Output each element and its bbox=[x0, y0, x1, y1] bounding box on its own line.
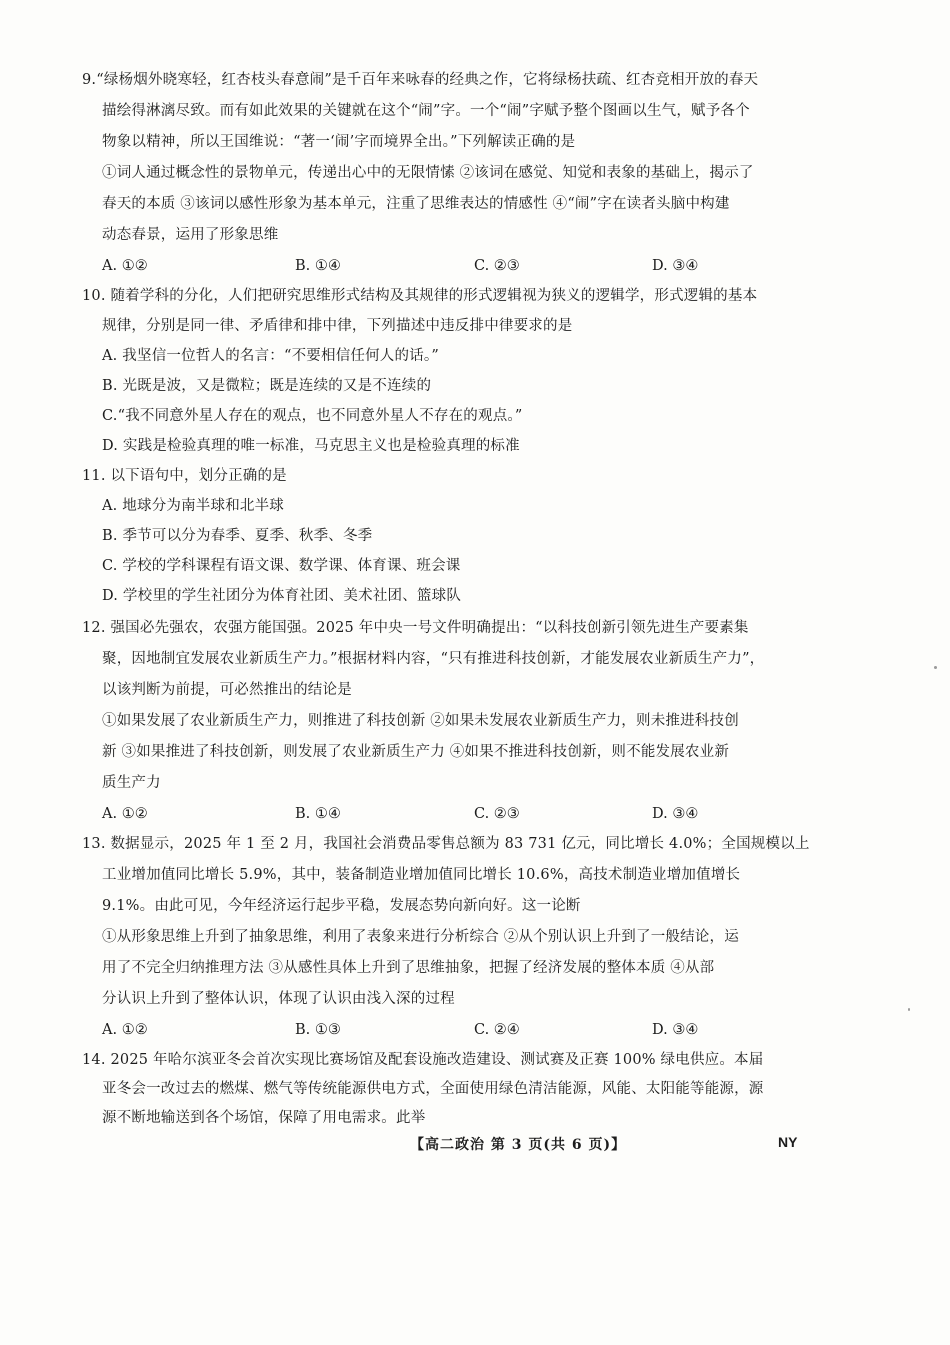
question-text-line: 规律，分别是同一律、矛盾律和排中律，下列描述中违反排中律要求的是 bbox=[102, 318, 573, 334]
question-text-line: 10. 随着学科的分化，人们把研究思维形式结构及其规律的形式逻辑视为狭义的逻辑学，形式逻辑的基本 bbox=[82, 288, 758, 304]
question-text-line: 描绘得淋漓尽致。而有如此效果的关键就在这个“闹”字。一个“闹”字赋予整个图画以生气，赋予各个 bbox=[102, 103, 750, 119]
exam-code: NY bbox=[778, 1134, 798, 1150]
option-b: B. ①③ bbox=[295, 1022, 341, 1038]
question-text-line: 11. 以下语句中，划分正确的是 bbox=[82, 468, 287, 484]
option-d: D. 学校里的学生社团分为体育社团、美术社团、篮球队 bbox=[102, 588, 462, 604]
question-text-line: 春天的本质 ③该词以感性形象为基本单元，注重了思维表达的情感性 ④“闹”字在读者头脑中构建 bbox=[102, 196, 730, 212]
question-text-line: 以该判断为前提，可必然推出的结论是 bbox=[102, 682, 352, 698]
option-a: A. 我坚信一位哲人的名言：“不要相信任何人的话。” bbox=[102, 348, 439, 364]
question-text-line: 亚冬会一改过去的燃煤、燃气等传统能源供电方式，全面使用绿色清洁能源，风能、太阳能等能源，源 bbox=[102, 1081, 764, 1097]
scan-speck bbox=[908, 1008, 910, 1011]
question-text-line: 13. 数据显示，2025 年 1 至 2 月，我国社会消费品零售总额为 83 731 亿元，同比增长 4.0%；全国规模以上 bbox=[82, 836, 810, 852]
question-text-line: 用了不完全归纳推理方法 ③从感性具体上升到了思维抽象，把握了经济发展的整体本质 ④从部 bbox=[102, 960, 715, 976]
option-d: D. ③④ bbox=[652, 1022, 699, 1038]
question-text-line: 源不断地输送到各个场馆，保障了用电需求。此举 bbox=[102, 1110, 426, 1126]
option-d: D. 实践是检验真理的唯一标准，马克思主义也是检验真理的标准 bbox=[102, 438, 520, 454]
page-number-label: 【高二政治 第 3 页(共 6 页)】 bbox=[410, 1137, 627, 1153]
option-a: A. 地球分为南半球和北半球 bbox=[102, 498, 284, 514]
option-b: B. 光既是波，又是微粒；既是连续的又是不连续的 bbox=[102, 378, 432, 394]
option-b: B. ①④ bbox=[295, 258, 341, 274]
option-b: B. 季节可以分为春季、夏季、秋季、冬季 bbox=[102, 528, 373, 544]
question-text-line: 12. 强国必先强农，农强方能国强。2025 年中央一号文件明确提出：“以科技创新引领先进生产要素集 bbox=[82, 620, 749, 636]
scan-speck bbox=[934, 666, 937, 669]
option-c: C. ②③ bbox=[474, 258, 520, 274]
question-text-line: 14. 2025 年哈尔滨亚冬会首次实现比赛场馆及配套设施改造建设、测试赛及正赛 100% 绿电供应。本届 bbox=[82, 1052, 764, 1068]
question-text-line: 工业增加值同比增长 5.9%，其中，装备制造业增加值同比增长 10.6%，高技术制造业增加值增长 bbox=[102, 867, 741, 883]
option-d: D. ③④ bbox=[652, 806, 699, 822]
option-a: A. ①② bbox=[102, 258, 148, 274]
question-text-line: ①词人通过概念性的景物单元，传递出心中的无限情愫 ②该词在感觉、知觉和表象的基础上，揭示了 bbox=[102, 165, 754, 181]
option-c: C. ②③ bbox=[474, 806, 520, 822]
option-c: C. 学校的学科课程有语文课、数学课、体育课、班会课 bbox=[102, 558, 461, 574]
question-text-line: 分认识上升到了整体认识，体现了认识由浅入深的过程 bbox=[102, 991, 455, 1007]
question-text-line: 9.“绿杨烟外晓寒轻，红杏枝头春意闹”是千百年来咏春的经典之作，它将绿杨扶疏、红杏竞相开放的春天 bbox=[82, 72, 759, 88]
question-text-line: 新 ③如果推进了科技创新，则发展了农业新质生产力 ④如果不推进科技创新，则不能发展农业新 bbox=[102, 744, 730, 760]
question-text-line: ①如果发展了农业新质生产力，则推进了科技创新 ②如果未发展农业新质生产力，则未推进科技创 bbox=[102, 713, 739, 729]
question-text-line: 动态春景，运用了形象思维 bbox=[102, 227, 279, 243]
option-c: C.“我不同意外星人存在的观点，也不同意外星人不存在的观点。” bbox=[102, 408, 523, 424]
question-text-line: 9.1%。由此可见，今年经济运行起步平稳，发展态势向新向好。这一论断 bbox=[102, 898, 581, 914]
option-a: A. ①② bbox=[102, 806, 148, 822]
question-text-line: ①从形象思维上升到了抽象思维，利用了表象来进行分析综合 ②从个别认识上升到了一般结论，运 bbox=[102, 929, 739, 945]
option-c: C. ②④ bbox=[474, 1022, 520, 1038]
question-text-line: 聚，因地制宜发展农业新质生产力。”根据材料内容，“只有推进科技创新，才能发展农业新质生产力”， bbox=[102, 651, 765, 667]
option-d: D. ③④ bbox=[652, 258, 699, 274]
page-footer bbox=[0, 1134, 950, 1158]
question-text-line: 物象以精神，所以王国维说：“著一‘闹’字而境界全出。”下列解读正确的是 bbox=[102, 134, 576, 150]
option-b: B. ①④ bbox=[295, 806, 341, 822]
option-a: A. ①② bbox=[102, 1022, 148, 1038]
question-text-line: 质生产力 bbox=[102, 775, 161, 791]
